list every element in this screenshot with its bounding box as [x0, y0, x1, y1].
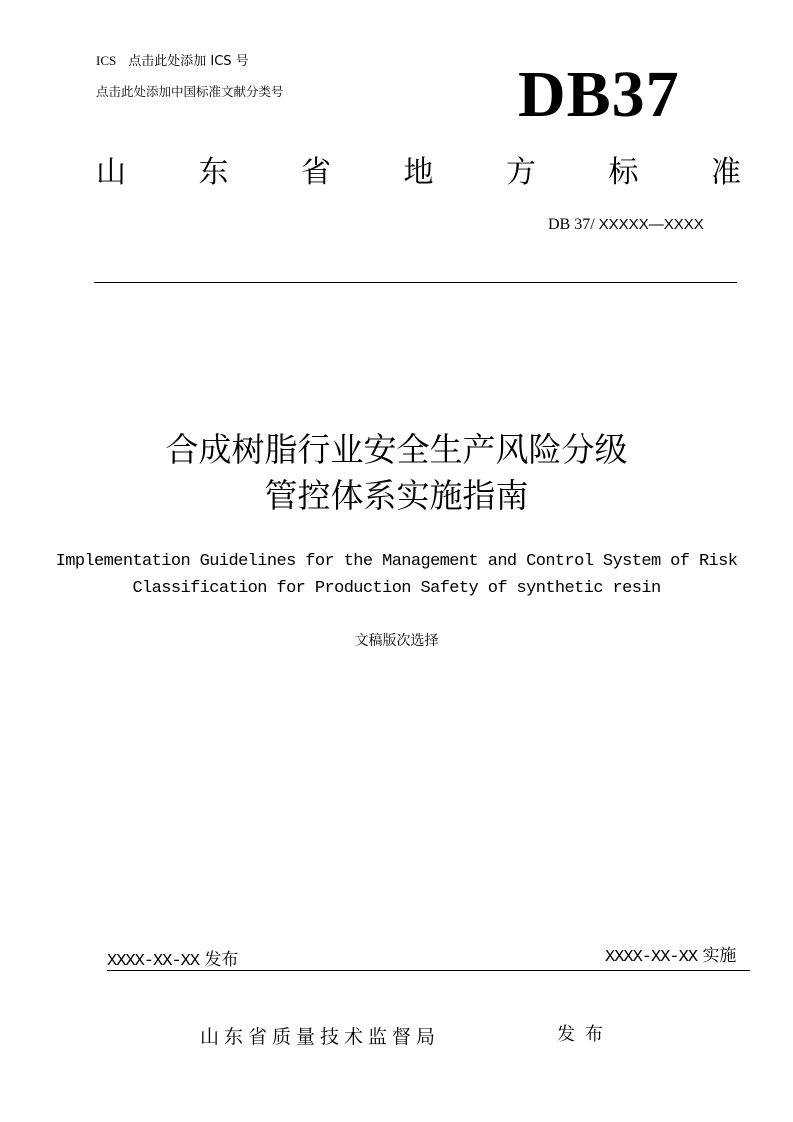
draft-version-select[interactable]: 文稿版次选择 — [354, 634, 439, 649]
standard-number-prefix: DB 37/ — [548, 216, 595, 233]
standard-number-code[interactable]: XXXXX—XXXX — [598, 216, 704, 233]
standard-type-char: 山 — [96, 155, 126, 190]
db-logo: DB37 — [518, 58, 680, 131]
standard-type-char: 省 — [301, 155, 331, 190]
header-divider — [94, 282, 737, 283]
standard-type-char: 准 — [711, 155, 741, 190]
english-title-line-1: Implementation Guidelines for the Management and Control System of Risk — [55, 552, 738, 571]
chinese-title-line-1: 合成树脂行业安全生产风险分级 — [165, 430, 628, 469]
ics-line — [96, 50, 249, 69]
standard-type-char: 方 — [506, 155, 536, 190]
ics-placeholder-field[interactable]: 点击此处添加 ICS 号 — [128, 54, 249, 69]
issue-word: 发布 — [557, 1024, 613, 1045]
implement-date-line — [605, 941, 736, 967]
publish-label: 发布 — [204, 950, 239, 970]
english-title-line-2: Classification for Production Safety of synthetic resin — [132, 579, 661, 598]
standard-type-title — [96, 153, 741, 193]
publish-date[interactable]: XXXX-XX-XX — [107, 952, 200, 971]
standard-number — [548, 216, 704, 234]
ics-label: ICS — [96, 53, 117, 68]
standard-type-char: 地 — [403, 155, 434, 190]
standard-type-char: 标 — [608, 155, 639, 190]
ccs-placeholder-field[interactable]: 点击此处添加中国标准文献分类号 — [96, 84, 284, 99]
implement-date[interactable]: XXXX-XX-XX — [605, 948, 698, 967]
footer-divider — [107, 970, 750, 971]
publish-date-line — [107, 945, 238, 971]
implement-label: 实施 — [702, 946, 737, 966]
standard-type-char: 东 — [198, 155, 229, 190]
chinese-title-line-2: 管控体系实施指南 — [264, 476, 529, 515]
issuing-authority: 山东省质量技术监督局 — [200, 1026, 441, 1048]
